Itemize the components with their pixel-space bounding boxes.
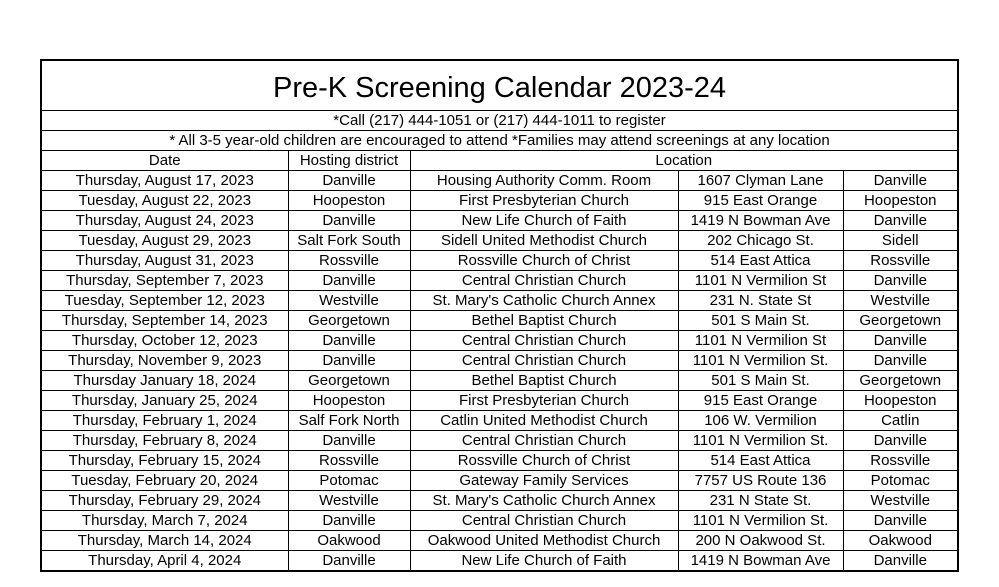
register-note: *Call (217) 444-1051 or (217) 444-1011 to register — [41, 111, 958, 131]
header-district: Hosting district — [288, 151, 410, 171]
district-cell: Oakwood — [288, 531, 410, 551]
table-row — [41, 451, 958, 471]
district-cell: Potomac — [288, 471, 410, 491]
city-cell: Danville — [843, 331, 958, 351]
district-cell: Danville — [288, 331, 410, 351]
table-row — [41, 471, 958, 491]
city-cell: Hoopeston — [843, 391, 958, 411]
table-row — [41, 331, 958, 351]
city-cell: Danville — [843, 431, 958, 451]
address-cell: 106 W. Vermilion — [678, 411, 843, 431]
table-row — [41, 391, 958, 411]
calendar-table — [40, 59, 959, 572]
venue-cell: Central Christian Church — [410, 511, 678, 531]
table-row — [41, 251, 958, 271]
district-cell: Danville — [288, 271, 410, 291]
address-cell: 1101 N Vermilion St — [678, 331, 843, 351]
city-cell: Rossville — [843, 451, 958, 471]
page-title: Pre-K Screening Calendar 2023-24 — [41, 60, 958, 111]
venue-cell: Sidell United Methodist Church — [410, 231, 678, 251]
district-cell: Danville — [288, 351, 410, 371]
district-cell: Danville — [288, 211, 410, 231]
attend-note: * All 3-5 year-old children are encouraged to attend *Families may attend screenings at any location — [41, 131, 958, 151]
table-row — [41, 531, 958, 551]
table-row — [41, 231, 958, 251]
address-cell: 501 S Main St. — [678, 371, 843, 391]
address-cell: 915 East Orange — [678, 391, 843, 411]
venue-cell: New Life Church of Faith — [410, 211, 678, 231]
address-cell: 514 East Attica — [678, 251, 843, 271]
date-cell: Thursday, March 7, 2024 — [41, 511, 288, 531]
header-location: Location — [410, 151, 958, 171]
table-row — [41, 411, 958, 431]
district-cell: Danville — [288, 171, 410, 191]
header-date: Date — [41, 151, 288, 171]
venue-cell: Rossville Church of Christ — [410, 251, 678, 271]
register-note-row — [41, 111, 958, 131]
venue-cell: Rossville Church of Christ — [410, 451, 678, 471]
district-cell: Georgetown — [288, 371, 410, 391]
address-cell: 231 N State St. — [678, 491, 843, 511]
address-cell: 1101 N Vermilion St — [678, 271, 843, 291]
city-cell: Danville — [843, 511, 958, 531]
city-cell: Westville — [843, 291, 958, 311]
address-cell: 1101 N Vermilion St. — [678, 431, 843, 451]
address-cell: 200 N Oakwood St. — [678, 531, 843, 551]
date-cell: Thursday, April 4, 2024 — [41, 551, 288, 572]
date-cell: Thursday, September 14, 2023 — [41, 311, 288, 331]
date-cell: Tuesday, February 20, 2024 — [41, 471, 288, 491]
district-cell: Georgetown — [288, 311, 410, 331]
city-cell: Danville — [843, 271, 958, 291]
venue-cell: St. Mary's Catholic Church Annex — [410, 491, 678, 511]
date-cell: Thursday, February 1, 2024 — [41, 411, 288, 431]
city-cell: Catlin — [843, 411, 958, 431]
venue-cell: Central Christian Church — [410, 331, 678, 351]
date-cell: Tuesday, August 29, 2023 — [41, 231, 288, 251]
city-cell: Danville — [843, 351, 958, 371]
date-cell: Thursday, March 14, 2024 — [41, 531, 288, 551]
venue-cell: Bethel Baptist Church — [410, 311, 678, 331]
venue-cell: Central Christian Church — [410, 271, 678, 291]
city-cell: Danville — [843, 211, 958, 231]
district-cell: Danville — [288, 511, 410, 531]
date-cell: Thursday, November 9, 2023 — [41, 351, 288, 371]
table-row — [41, 191, 958, 211]
district-cell: Salf Fork North — [288, 411, 410, 431]
date-cell: Thursday, August 31, 2023 — [41, 251, 288, 271]
address-cell: 514 East Attica — [678, 451, 843, 471]
district-cell: Rossville — [288, 451, 410, 471]
header-row — [41, 151, 958, 171]
table-row — [41, 211, 958, 231]
venue-cell: Housing Authority Comm. Room — [410, 171, 678, 191]
date-cell: Thursday, January 25, 2024 — [41, 391, 288, 411]
address-cell: 231 N. State St — [678, 291, 843, 311]
attend-note-row — [41, 131, 958, 151]
city-cell: Sidell — [843, 231, 958, 251]
table-row — [41, 311, 958, 331]
city-cell: Potomac — [843, 471, 958, 491]
venue-cell: First Presbyterian Church — [410, 191, 678, 211]
table-row — [41, 291, 958, 311]
city-cell: Danville — [843, 171, 958, 191]
city-cell: Rossville — [843, 251, 958, 271]
district-cell: Hoopeston — [288, 391, 410, 411]
table-row — [41, 271, 958, 291]
date-cell: Thursday, February 8, 2024 — [41, 431, 288, 451]
table-row — [41, 431, 958, 451]
district-cell: Rossville — [288, 251, 410, 271]
venue-cell: New Life Church of Faith — [410, 551, 678, 572]
address-cell: 7757 US Route 136 — [678, 471, 843, 491]
venue-cell: First Presbyterian Church — [410, 391, 678, 411]
date-cell: Tuesday, August 22, 2023 — [41, 191, 288, 211]
district-cell: Hoopeston — [288, 191, 410, 211]
table-row — [41, 551, 958, 572]
address-cell: 1419 N Bowman Ave — [678, 211, 843, 231]
date-cell: Thursday, August 24, 2023 — [41, 211, 288, 231]
venue-cell: St. Mary's Catholic Church Annex — [410, 291, 678, 311]
date-cell: Thursday, February 15, 2024 — [41, 451, 288, 471]
city-cell: Georgetown — [843, 371, 958, 391]
venue-cell: Gateway Family Services — [410, 471, 678, 491]
address-cell: 1419 N Bowman Ave — [678, 551, 843, 572]
date-cell: Thursday, October 12, 2023 — [41, 331, 288, 351]
address-cell: 202 Chicago St. — [678, 231, 843, 251]
address-cell: 1101 N Vermilion St. — [678, 511, 843, 531]
district-cell: Danville — [288, 431, 410, 451]
table-row — [41, 351, 958, 371]
date-cell: Thursday, September 7, 2023 — [41, 271, 288, 291]
city-cell: Westville — [843, 491, 958, 511]
screening-calendar — [40, 59, 957, 572]
venue-cell: Catlin United Methodist Church — [410, 411, 678, 431]
table-row — [41, 371, 958, 391]
title-row — [41, 60, 958, 111]
date-cell: Tuesday, September 12, 2023 — [41, 291, 288, 311]
table-row — [41, 511, 958, 531]
district-cell: Salt Fork South — [288, 231, 410, 251]
date-cell: Thursday, August 17, 2023 — [41, 171, 288, 191]
venue-cell: Central Christian Church — [410, 351, 678, 371]
district-cell: Westville — [288, 491, 410, 511]
venue-cell: Central Christian Church — [410, 431, 678, 451]
table-row — [41, 171, 958, 191]
address-cell: 1607 Clyman Lane — [678, 171, 843, 191]
venue-cell: Oakwood United Methodist Church — [410, 531, 678, 551]
address-cell: 915 East Orange — [678, 191, 843, 211]
date-cell: Thursday, February 29, 2024 — [41, 491, 288, 511]
table-row — [41, 491, 958, 511]
venue-cell: Bethel Baptist Church — [410, 371, 678, 391]
address-cell: 1101 N Vermilion St. — [678, 351, 843, 371]
district-cell: Danville — [288, 551, 410, 572]
district-cell: Westville — [288, 291, 410, 311]
date-cell: Thursday January 18, 2024 — [41, 371, 288, 391]
city-cell: Georgetown — [843, 311, 958, 331]
city-cell: Oakwood — [843, 531, 958, 551]
city-cell: Danville — [843, 551, 958, 572]
address-cell: 501 S Main St. — [678, 311, 843, 331]
city-cell: Hoopeston — [843, 191, 958, 211]
